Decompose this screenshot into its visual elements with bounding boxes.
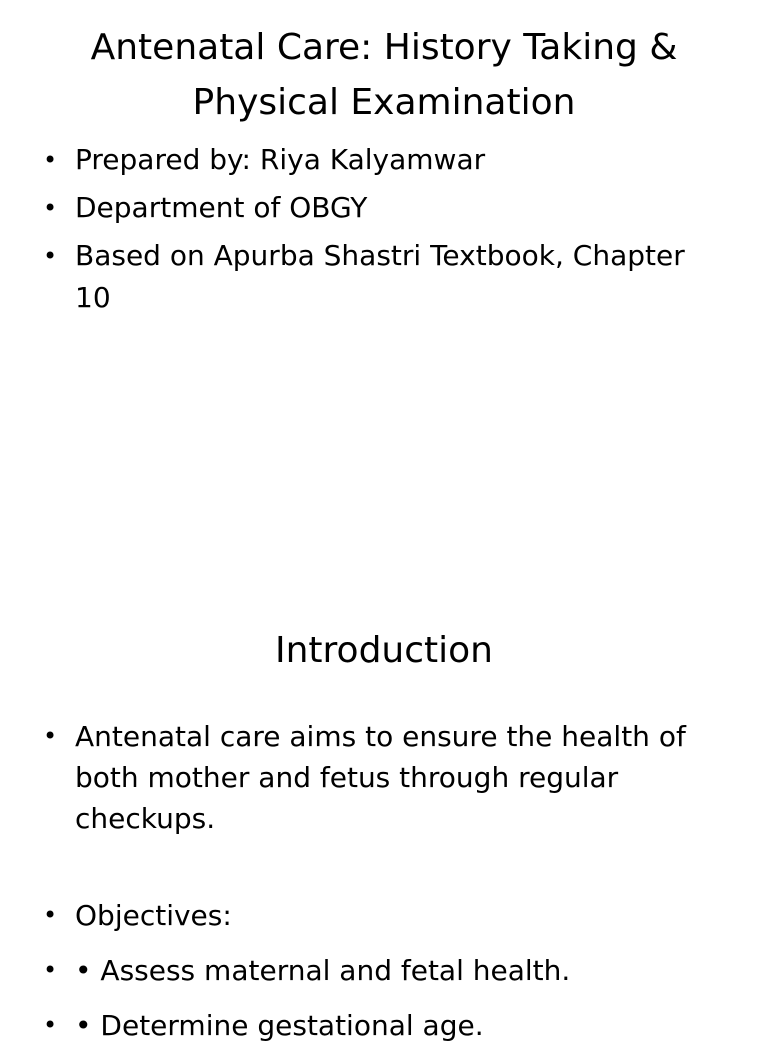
bullet-icon: • (43, 722, 58, 750)
bullet-text: Antenatal care aims to ensure the health of both mother and fetus through regular checkups. (75, 720, 686, 835)
bullet-item (0, 950, 768, 991)
bullet-text: Objectives: (75, 899, 232, 932)
slide-2 (0, 576, 768, 1042)
slide-2-bullet-list (0, 716, 768, 1060)
bullet-text: Prepared by: Riya Kalyamwar (75, 143, 486, 176)
bullet-text: • Assess maternal and fetal health. (75, 954, 571, 987)
bullet-icon: • (43, 1011, 58, 1039)
bullet-item (0, 895, 768, 936)
bullet-icon: • (43, 901, 58, 929)
bullet-item (0, 187, 768, 229)
bullet-item (0, 235, 768, 319)
bullet-text: • Determine gestational age. (75, 1009, 484, 1042)
bullet-item (0, 716, 768, 839)
bullet-icon: • (43, 242, 58, 270)
slide-2-title: Introduction (274, 630, 493, 671)
slide-1-title: Antenatal Care: History Taking & Physical Examination (90, 27, 678, 123)
bullet-item (0, 1005, 768, 1046)
bullet-icon: • (43, 146, 58, 174)
bullet-item (0, 139, 768, 181)
slide-1-bullet-list (0, 139, 768, 325)
bullet-icon: • (43, 956, 58, 984)
bullet-text: Department of OBGY (75, 191, 368, 224)
bullet-text: Based on Apurba Shastri Textbook, Chapter 10 (75, 239, 685, 314)
bullet-icon: • (43, 194, 58, 222)
